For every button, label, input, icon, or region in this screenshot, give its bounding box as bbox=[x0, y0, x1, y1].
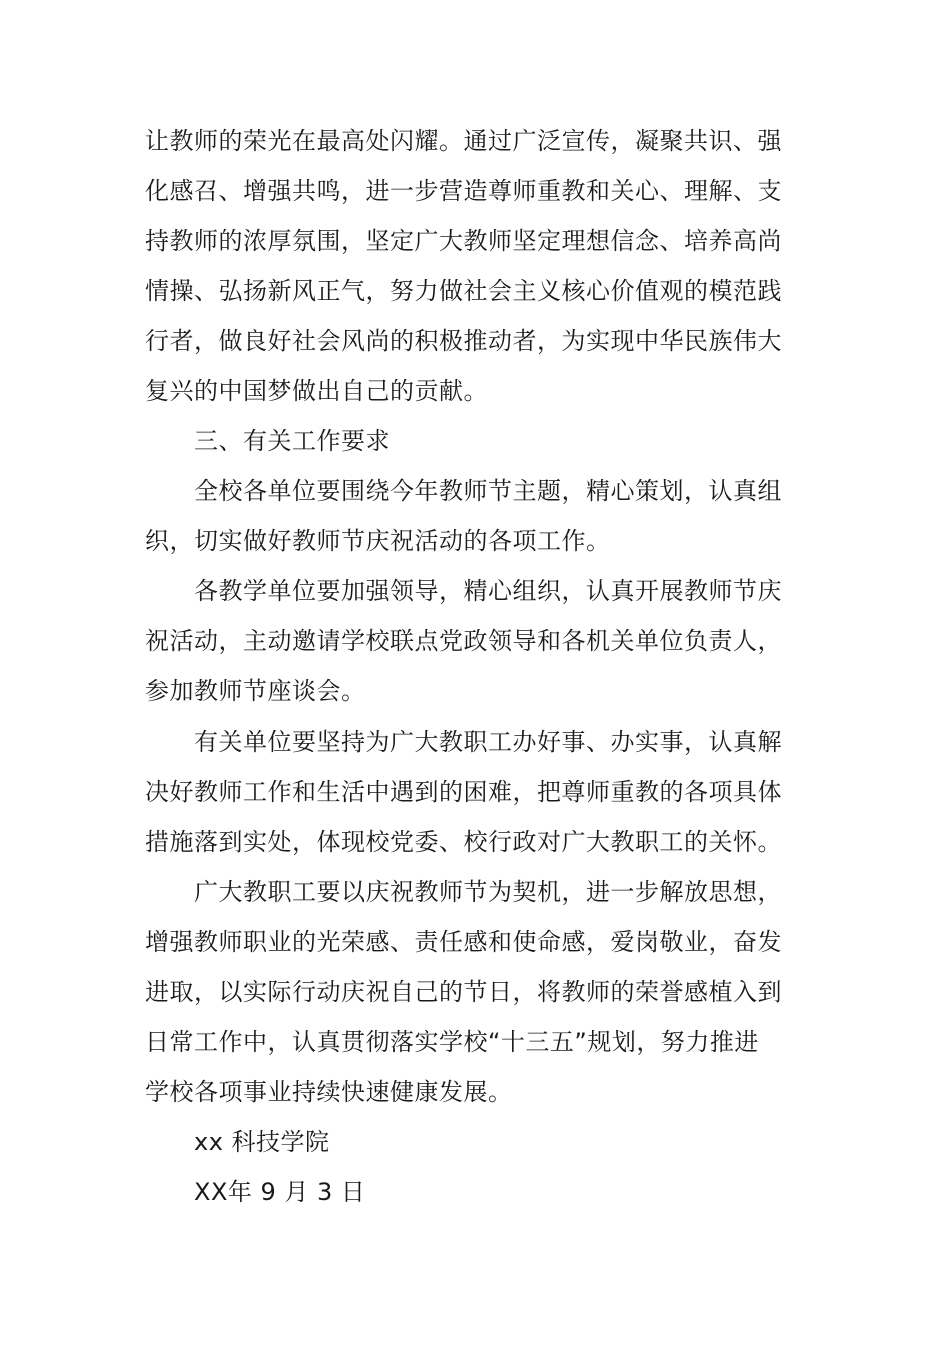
paragraph-line: 各教学单位要加强领导，精心组织，认真开展教师节庆 bbox=[194, 577, 782, 605]
paragraph-line: 参加教师节座谈会。 bbox=[145, 677, 366, 705]
signature-organization: xx 科技学院 bbox=[194, 1128, 330, 1156]
paragraph-line: 持教师的浓厚氛围，坚定广大教师坚定理想信念、培养高尚 bbox=[145, 227, 782, 255]
paragraph-line: 决好教师工作和生活中遇到的困难，把尊师重教的各项具体 bbox=[145, 778, 782, 806]
paragraph-line: 复兴的中国梦做出自己的贡献。 bbox=[145, 377, 488, 405]
paragraph-line: 进取，以实际行动庆祝自己的节日，将教师的荣誉感植入到 bbox=[145, 978, 782, 1006]
paragraph-line: 广大教职工要以庆祝教师节为契机，进一步解放思想， bbox=[194, 878, 782, 906]
signature-date: XX年 9 月 3 日 bbox=[194, 1178, 366, 1206]
paragraph-line: 有关单位要坚持为广大教职工办好事、办实事，认真解 bbox=[194, 728, 782, 756]
paragraph-line: 学校各项事业持续快速健康发展。 bbox=[145, 1078, 513, 1106]
paragraph-line: 增强教师职业的光荣感、责任感和使命感，爱岗敬业，奋发 bbox=[145, 928, 782, 956]
paragraph-line: 织，切实做好教师节庆祝活动的各项工作。 bbox=[145, 527, 611, 555]
paragraph-line: 祝活动，主动邀请学校联点党政领导和各机关单位负责人， bbox=[145, 627, 782, 655]
paragraph-line: 措施落到实处，体现校党委、校行政对广大教职工的关怀。 bbox=[145, 828, 782, 856]
paragraph-line: 让教师的荣光在最高处闪耀。通过广泛宣传，凝聚共识、强 bbox=[145, 127, 782, 155]
paragraph-line: 全校各单位要围绕今年教师节主题，精心策划，认真组 bbox=[194, 477, 782, 505]
paragraph-line: 行者，做良好社会风尚的积极推动者，为实现中华民族伟大 bbox=[145, 327, 782, 355]
paragraph-line: 情操、弘扬新风正气，努力做社会主义核心价值观的模范践 bbox=[145, 277, 782, 305]
section-heading: 三、有关工作要求 bbox=[194, 427, 390, 455]
paragraph-line: 化感召、增强共鸣，进一步营造尊师重教和关心、理解、支 bbox=[145, 177, 782, 205]
paragraph-line: 日常工作中，认真贯彻落实学校“十三五”规划，努力推进 bbox=[145, 1028, 759, 1056]
